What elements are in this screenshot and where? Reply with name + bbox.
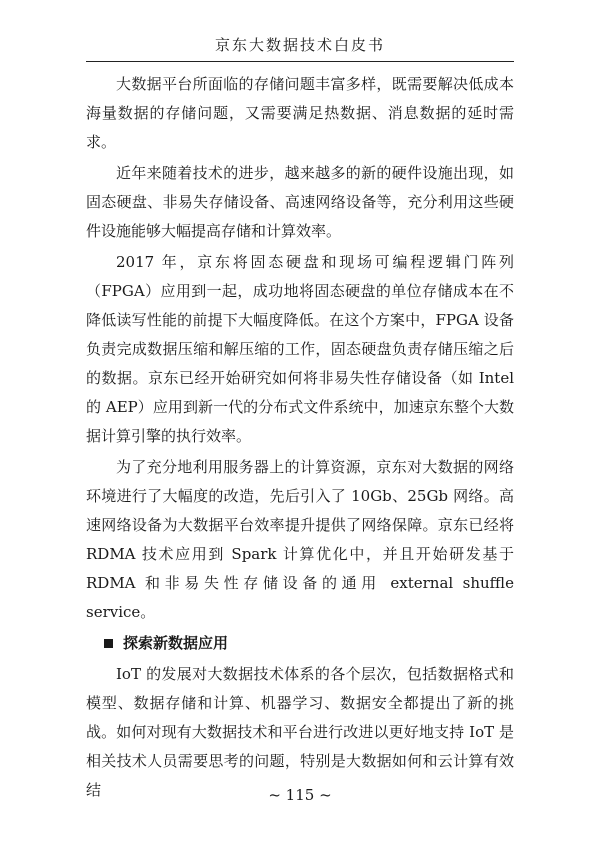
paragraph: 近年来随着技术的进步，越来越多的新的硬件设施出现，如固态硬盘、非易失存储设备、高速网络设备等，充分利用这些硬件设施能够大幅提高存储和计算效率。 <box>86 164 514 240</box>
section-title: 探索新数据应用 <box>123 634 229 652</box>
paragraph: 大数据平台所面临的存储问题丰富多样，既需要解决低成本海量数据的存储问题，又需要满足热数据、消息数据的延时需求。 <box>86 75 514 151</box>
square-bullet-icon <box>104 639 113 648</box>
page-body <box>86 70 514 807</box>
page-number: ~ 115 ~ <box>268 786 332 804</box>
running-header: 京东大数据技术白皮书 <box>86 34 514 62</box>
paragraph: 为了充分地利用服务器上的计算资源，京东对大数据的网络环境进行了大幅度的改造，先后引入了 10Gb、25Gb 网络。高速网络设备为大数据平台效率提升提供了网络保障。京东已经将 RDMA 技术应用到 Spark 计算优化中，并且开始研发基于 RDMA 和非易失性存储设备的通用 external shuffle service。 <box>86 458 514 621</box>
paragraph: IoT 的发展对大数据技术体系的各个层次，包括数据格式和模型、数据存储和计算、机器学习、数据安全都提出了新的挑战。如何对现有大数据技术和平台进行改进以更好地支持 IoT 是相关技术人员需要思考的问题，特别是大数据如何和云计算有效结 <box>86 665 514 799</box>
paragraph: 2017 年，京东将固态硬盘和现场可编程逻辑门阵列（FPGA）应用到一起，成功地将固态硬盘的单位存储成本在不降低读写性能的前提下大幅度降低。在这个方案中，FPGA 设备负责完成数据压缩和解压缩的工作，固态硬盘负责存储压缩之后的数据。京东已经开始研究如何将非易失性存储设备（如 Intel 的 AEP）应用到新一代的分布式文件系统中，加速京东整个大数据计算引擎的执行效率。 <box>86 253 514 445</box>
section-heading <box>86 629 514 658</box>
